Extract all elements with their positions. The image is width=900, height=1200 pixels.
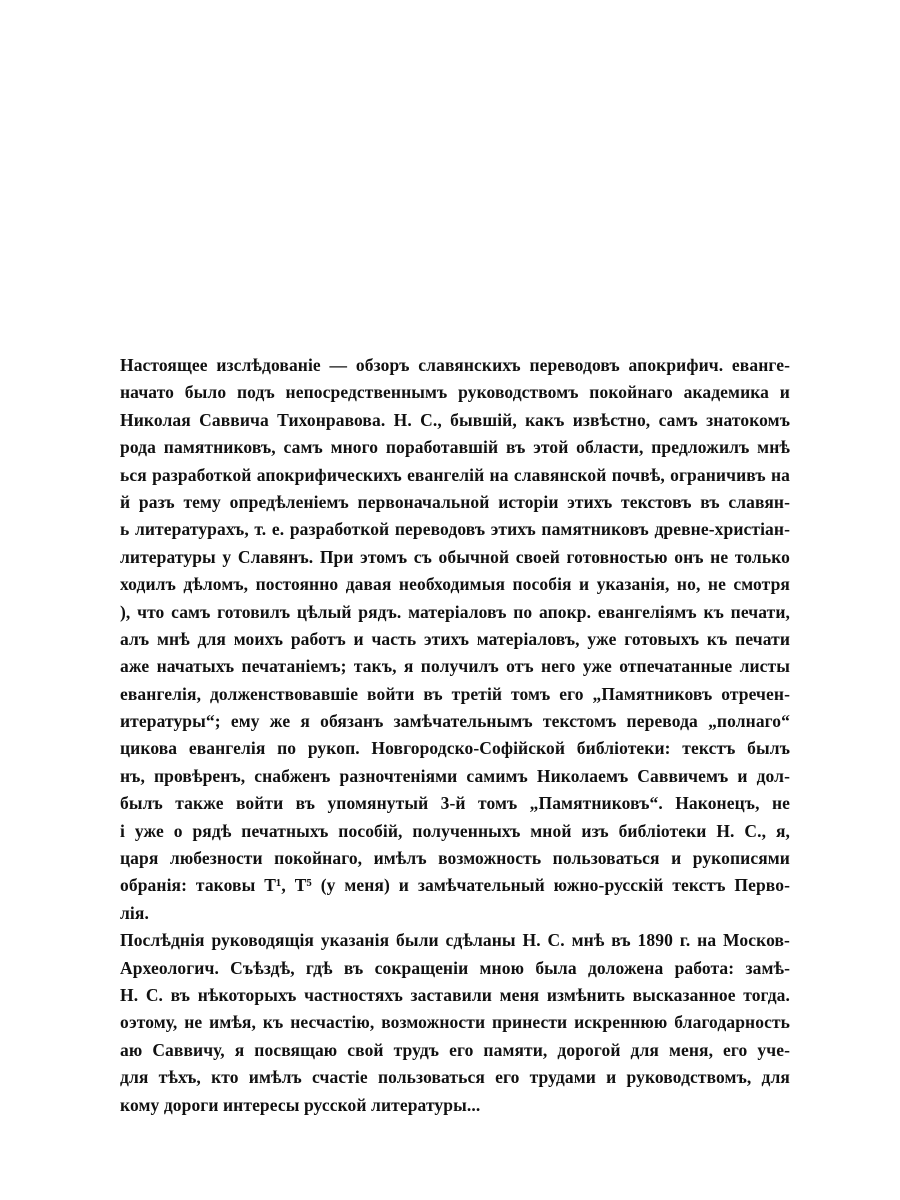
- text-line: рода памятниковъ, самъ много поработавшій въ этой области, предложилъ мнѣ: [120, 437, 790, 458]
- text-line: алъ мнѣ для моихъ работъ и часть этихъ матеріаловъ, уже готовыхъ къ печати: [120, 628, 790, 649]
- text-line: лія.: [120, 902, 149, 923]
- paragraph-2: [120, 927, 790, 1119]
- text-line: для тѣхъ, кто имѣлъ счастіе пользоваться его трудами и руководствомъ, для: [120, 1067, 790, 1088]
- text-line: Николая Саввича Тихонравова. Н. С., бывшій, какъ извѣстно, самъ знатокомъ: [120, 409, 790, 430]
- text-line: литературы у Славянъ. При этомъ съ обычной своей готовностью онъ не только: [120, 546, 790, 567]
- text-block: [120, 352, 790, 1119]
- text-line: итературы“; ему же я обязанъ замѣчательнымъ текстомъ перевода „полнаго“: [120, 711, 790, 732]
- text-line: аже начатыхъ печатаніемъ; такъ, я получилъ отъ него уже отпечатанные листы: [120, 656, 790, 677]
- text-line: і уже о рядѣ печатныхъ пособій, полученныхъ мной изъ библіотеки Н. С., я,: [120, 820, 790, 841]
- text-line: евангелія, долженствовавшіе войти въ третій томъ его „Памятниковъ отречен-: [120, 683, 790, 704]
- text-line: ходилъ дѣломъ, постоянно давая необходимыя пособія и указанія, но, не смотря: [120, 574, 790, 595]
- text-line: Археологич. Съѣздѣ, гдѣ въ сокращеніи мною была доложена работа: замѣ-: [120, 957, 790, 978]
- text-line: оэтому, не имѣя, къ несчастію, возможности принести искреннюю благодарность: [120, 1012, 790, 1033]
- text-line: кому дороги интересы русской литературы...: [120, 1094, 481, 1115]
- text-line: обранія: таковы Т¹, Т⁵ (у меня) и замѣчательный южно-русскій текстъ Перво-: [120, 875, 790, 896]
- text-line: начато было подъ непосредственнымъ руководствомъ покойнаго академика и: [120, 382, 790, 403]
- text-line: нъ, провѣренъ, снабженъ разночтеніями самимъ Николаемъ Саввичемъ и дол-: [120, 765, 790, 786]
- text-line: ), что самъ готовилъ цѣлый рядъ. матеріаловъ по апокр. евангеліямъ къ печати,: [120, 601, 790, 622]
- paragraph-1: [120, 352, 790, 927]
- text-line: царя любезности покойнаго, имѣлъ возможность пользоваться и рукописями: [120, 848, 790, 869]
- text-line: былъ также войти въ упомянутый 3-й томъ „Памятниковъ“. Наконецъ, не: [120, 793, 790, 814]
- text-line: Послѣднія руководящія указанія были сдѣланы Н. С. мнѣ въ 1890 г. на Москов-: [120, 930, 790, 951]
- text-line: ься разработкой апокрифическихъ евангелій на славянской почвѣ, ограничивъ на: [120, 464, 790, 485]
- text-line: Настоящее изслѣдованіе — обзоръ славянскихъ переводовъ апокрифич. еванге-: [120, 355, 790, 375]
- text-line: цикова евангелія по рукоп. Новгородско-Софійской библіотеки: текстъ былъ: [120, 738, 790, 759]
- text-line: й разъ тему опредѣленіемъ первоначальной исторіи этихъ текстовъ въ славян-: [120, 491, 790, 512]
- text-line: Н. С. въ нѣкоторыхъ частностяхъ заставили меня измѣнить высказанное тогда.: [120, 984, 790, 1005]
- text-line: аю Саввичу, я посвящаю свой трудъ его памяти, дорогой для меня, его уче-: [120, 1039, 790, 1060]
- text-line: ь литературахъ, т. е. разработкой переводовъ этихъ памятниковъ древне-христіан-: [120, 519, 790, 540]
